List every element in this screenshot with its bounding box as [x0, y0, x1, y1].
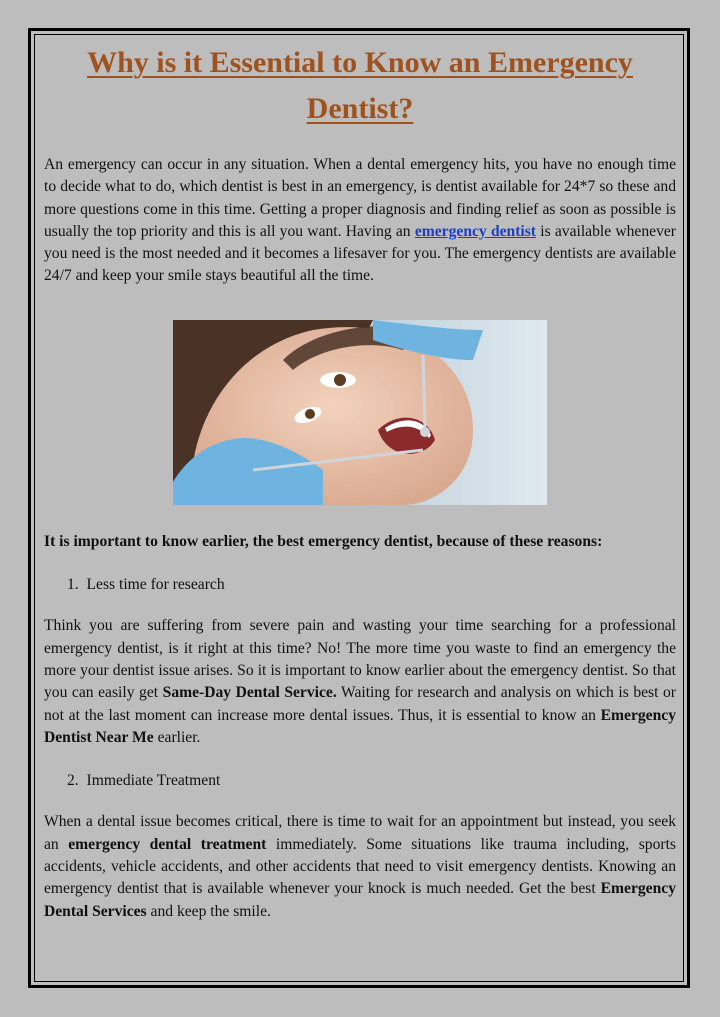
reason-2-title: Immediate Treatment: [86, 772, 221, 790]
page-title: [44, 40, 676, 132]
reason-1-number: 1.: [67, 576, 79, 594]
reason-1-title: Less time for research: [86, 576, 225, 594]
reason-2-text-c: and keep the smile.: [146, 902, 271, 920]
reason-1-label: [44, 574, 676, 596]
reason-1-text-a: Think you are suffering from severe pain and wasting your time searching for a professional emergency dentist, is it right at this time? No! The more time you waste to find an emergency the more your dentist issue arises. So it is important to know earlier about the emergency dentist. So that you can easily get: [44, 617, 676, 702]
intro-text-start: An emergency can occur in any situation. When a dental emergency hits, you have no enough time to decide what to do, which dentist is best in an emergency, is dentist available for 24*7 so these and more questions come in this time. Getting a proper diagnosis and finding relief as soon as possible is usually the top priority and this is all you want. Having an: [44, 156, 676, 240]
reason-1-text-c: earlier.: [153, 728, 201, 746]
title-suffix: ?: [398, 92, 414, 125]
reason-2-number: 2.: [67, 772, 79, 790]
dental-exam-illustration: [173, 320, 547, 505]
emergency-dentist-link[interactable]: emergency dentist: [414, 222, 536, 240]
emergency-dental-services-bold: Emergency Dental Services: [44, 880, 676, 920]
emergency-dentist-near-me-bold: Emergency Dentist Near Me: [44, 706, 676, 746]
reason-2-label: [44, 770, 676, 792]
intro-text-end: is available whenever you need is the most needed and it becomes a lifesaver for you. The emergency dentists are available 24/7 and keep your smile stays beautiful all the time.: [44, 222, 676, 285]
reason-2-text-a: When a dental issue becomes critical, there is time to wait for an appointment but instead, you seek an: [44, 813, 676, 853]
reasons-heading: It is important to know earlier, the best emergency dentist, because of these reasons:: [44, 532, 603, 550]
document-body: [44, 40, 676, 923]
reason-1-text-b: Waiting for research and analysis on which is best or not at the last moment can increase more dental issues. Thus, it is essential to know an: [44, 684, 676, 724]
reason-2-text-b: immediately. Some situations like trauma including, sports accidents, vehicle accidents, and other accidents that need to visit emergency dentists. Knowing an emergency dentist that is available whenever your knock is much needed. Get the best: [44, 835, 676, 898]
intro-paragraph: [44, 154, 676, 288]
reason-1-paragraph: [44, 615, 676, 749]
dental-exam-photo: [173, 320, 547, 505]
emergency-dental-treatment-bold: emergency dental treatment: [68, 835, 267, 853]
same-day-service-bold: Same-Day Dental Service.: [162, 684, 337, 702]
reason-2-paragraph: [44, 811, 676, 922]
title-text: Why is it Essential to Know an Emergency Dentist: [87, 46, 633, 125]
